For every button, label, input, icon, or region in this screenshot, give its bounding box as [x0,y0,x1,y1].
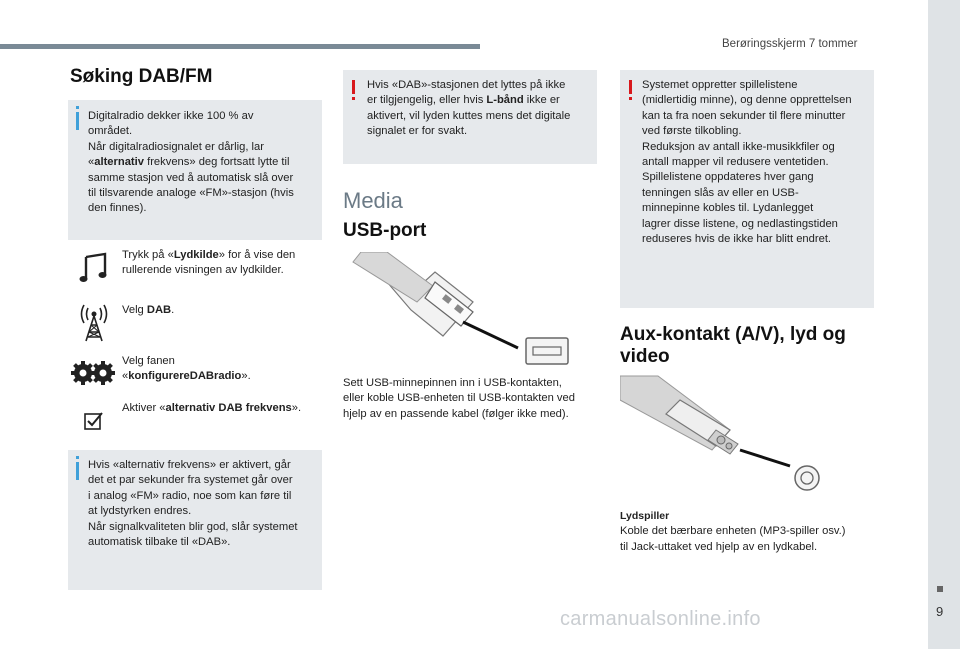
usb-description [343,376,597,422]
text-line: Systemet oppretter spillelistene [642,79,798,91]
text-line: Hvis «DAB»-stasjonen det lyttes på ikke [367,79,566,91]
text-line: Reduksjon av antall ikke-musikkfiler og [642,140,835,153]
text-line: (midlertidig minne), og denne opprettelsen [642,94,852,107]
aux-description [620,509,874,555]
text-line: Når signalkvaliteten blir god, slår systemet [88,520,298,533]
text-line: Når digitalradiosignalet er dårlig, lar [88,140,264,153]
warning-icon [352,80,355,94]
text-line: er tilgjengelig, eller hvis L-bånd ikke er [367,94,560,107]
text-line: minnepinne kobles til. Lydanlegget [642,202,814,215]
text-line: til tilsvarende analoge «FM»-stasjon (hvis [88,187,294,200]
text-line: automatisk tilbake til «DAB». [88,536,231,549]
text-line: samme stasjon ved å automatisk slå over [88,171,294,184]
page-number: 9 [936,604,944,619]
text-line: eller koble USB-enheten til USB-kontakten ved [343,392,575,405]
text-line: til Jack-uttaket ved hjelp av en lydkabel. [620,540,818,553]
info-text [88,458,320,550]
watermark: carmanualsonline.info [560,608,761,630]
text-line: i analog «FM» radio, noe som kan føre til [88,489,292,502]
text-line: Sett USB-minnepinnen inn i USB-kontakten, [343,377,562,389]
aux-caption: Lydspiller [620,510,670,522]
warning-box-lband [343,70,597,164]
step-dab [70,303,322,349]
step-settings [70,354,322,396]
step-source [70,248,322,298]
section-title-aux: Aux-kontakt (A/V), lyd og video [620,324,846,367]
text-line: signalet er for svakt. [367,125,468,138]
text-line: reduseres hvis de ikke har blitt endret. [642,233,832,246]
usb-illustration [343,252,597,368]
page-marker [937,586,943,592]
section-title-dab: Søking DAB/FM [70,66,213,87]
text-line: at lydstyrken endres. [88,505,192,518]
info-box-alternative [68,450,322,590]
warning-box-playlists [620,70,874,308]
side-strip [928,0,960,649]
text-line: kan ta fra noen sekunder til flere minutter [642,109,846,122]
text-line: Koble det bærbare enheten (MP3-spiller osv.) [620,525,846,538]
text-line: antall mapper vil redusere ventetiden. [642,156,829,169]
media-title: Media [343,188,403,213]
step-source-text: Trykk på «Lydkilde» for å vise den rullerende visningen av lydkilder. [122,249,296,277]
music-note-icon [70,248,118,288]
header-rule [0,44,480,49]
info-icon [76,106,79,109]
text-line: Hvis «alternativ frekvens» er aktivert, går [88,459,291,471]
radio-tower-icon [70,303,118,343]
text-line: Digitalradio dekker ikke 100 % av [88,110,254,122]
text-line: aktivert, vil lyden kuttes mens det digitale [367,109,571,122]
audio-jack-icon [620,374,874,496]
usb-plug-icon [343,252,597,368]
text-line: den finnes). [88,202,147,215]
step-settings-text: Velg fanen «konfigurereDABradio». [122,355,251,383]
text-line: ved første tilkobling. [642,125,742,138]
info-box-dab [68,100,322,240]
step-alternative [70,401,322,441]
gears-icon [70,354,118,394]
text-line: hjelp av en passende kabel (følger ikke med). [343,407,569,420]
text-line: området. [88,125,133,138]
step-alternative-text: Aktiver «alternativ DAB frekvens». [122,402,302,414]
info-text [88,109,320,217]
text-line: det et par sekunder fra systemet går over [88,474,293,487]
warning-text [367,78,595,140]
text-line: «alternativ frekvens» deg fortsatt lytte til [88,156,290,169]
header-title: Berøringsskjerm 7 tommer [722,38,858,50]
aux-illustration [620,374,874,496]
text-line: Spillelistene oppdateres hver gang [642,171,814,184]
info-icon [76,456,79,459]
checkbox-icon [70,401,118,441]
warning-icon [629,80,632,94]
text-line: tenningen slås av eller en USB- [642,186,799,199]
step-dab-text: Velg DAB. [122,304,175,316]
warning-text [642,78,872,247]
text-line: lagrer disse listene, og nedlastingstiden [642,217,838,230]
section-title-usb: USB-port [343,220,427,241]
